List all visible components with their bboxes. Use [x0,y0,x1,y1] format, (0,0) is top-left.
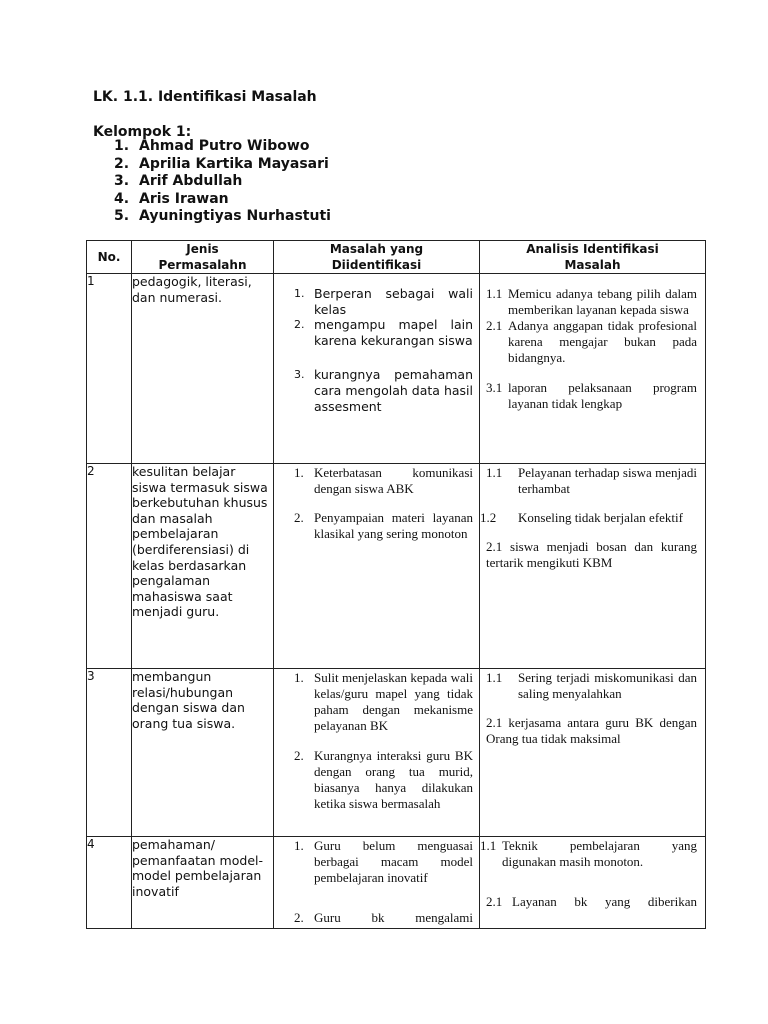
row-jenis: pemahaman/ pemanfaatan model-model pembelajaran inovatif [132,837,274,929]
row-analisis [480,464,706,669]
table-header-row [87,241,706,274]
row-jenis: kesulitan belajar siswa termasuk siswa berkebutuhan khusus dan masalah pembelajaran (berdiferensiasi) di kelas berdasarkan pengalaman mahasiswa saat menjadi guru. [132,464,274,669]
masalah-item: 1. Sulit menjelaskan kepada wali kelas/guru mapel yang tidak paham dengan mekanisme pelayanan BK [294,670,473,733]
masalah-item: 2. Guru bk mengalami [294,910,473,925]
row-analisis [480,274,706,464]
analisis-item: 1.1 Sering terjadi miskomunikasi dan saling menyalahkan [486,670,697,701]
analisis-item: 2.1 kerjasama antara guru BK dengan Orang tua tidak maksimal [486,715,697,746]
member-name: Aprilia Kartika Mayasari [139,155,329,172]
member-item [114,156,331,174]
masalah-item: 2. mengampu mapel lain karena kekurangan siswa [294,317,473,348]
table-row [87,274,706,464]
masalah-item: 2. Kurangnya interaksi guru BK dengan orang tua murid, biasanya hanya dilakukan ketika siswa bermasalah [294,748,473,811]
masalah-item: 1. Keterbatasan komunikasi dengan siswa ABK [294,465,473,496]
row-masalah [274,274,480,464]
member-number: 2. [114,155,130,172]
masalah-item: 3. kurangnya pemahaman cara mengolah data hasil assesment [294,367,473,414]
member-number: 4. [114,190,130,207]
analisis-item: 2.1 Adanya anggapan tidak profesional karena mengajar bukan pada bidangnya. [486,318,697,365]
row-number: 2 [87,464,132,669]
header-masalah: Masalah yang Diidentifikasi [274,241,480,274]
row-analisis [480,669,706,837]
row-jenis: membangun relasi/hubungan dengan siswa dan orang tua siswa. [132,669,274,837]
masalah-item: 2. Penyampaian materi layanan klasikal yang sering monoton [294,510,473,541]
header-no: No. [87,241,132,274]
member-name: Ayuningtiyas Nurhastuti [139,208,331,224]
identification-table [86,240,706,929]
analisis-item: 2.1 Layanan bk yang diberikan [486,894,697,909]
row-masalah [274,464,480,669]
member-list [114,138,331,226]
analisis-item: 1.1 Memicu adanya tebang pilih dalam memberikan layanan kepada siswa [486,286,697,317]
document-title: LK. 1.1. Identifikasi Masalah [93,89,317,105]
header-jenis: Jenis Permasalahn [132,241,274,274]
member-name: Aris Irawan [139,190,229,207]
group-label: Kelompok 1: [93,124,192,140]
member-item [114,208,331,226]
member-name: Ahmad Putro Wibowo [139,138,310,154]
table-row [87,669,706,837]
analisis-item: 3.1 laporan pelaksanaan program layanan tidak lengkap [486,380,697,411]
member-number: 5. [114,208,130,224]
member-item [114,138,331,156]
row-jenis: pedagogik, literasi, dan numerasi. [132,274,274,464]
member-number: 1. [114,138,130,154]
member-number: 3. [114,173,130,189]
header-analisis: Analisis Identifikasi Masalah [480,241,706,274]
analisis-item: 1.1 Pelayanan terhadap siswa menjadi terhambat [486,465,697,496]
table-row [87,837,706,929]
row-masalah [274,669,480,837]
table-row [87,464,706,669]
member-item [114,191,331,209]
row-analisis [480,837,706,929]
analisis-item: 1.1 Teknik pembelajaran yang digunakan masih monoton. [480,838,697,869]
analisis-item: 2.1 siswa menjadi bosan dan kurang tertarik mengikuti KBM [486,539,697,570]
member-item [114,173,331,191]
row-number: 1 [87,274,132,464]
row-number: 3 [87,669,132,837]
analisis-item: 1.2 Konseling tidak berjalan efektif [480,510,683,525]
row-masalah [274,837,480,929]
row-number: 4 [87,837,132,929]
masalah-item: 1. Berperan sebagai wali kelas [294,286,473,317]
member-name: Arif Abdullah [139,173,243,189]
masalah-item: 1. Guru belum menguasai berbagai macam model pembelajaran inovatif [294,838,473,885]
